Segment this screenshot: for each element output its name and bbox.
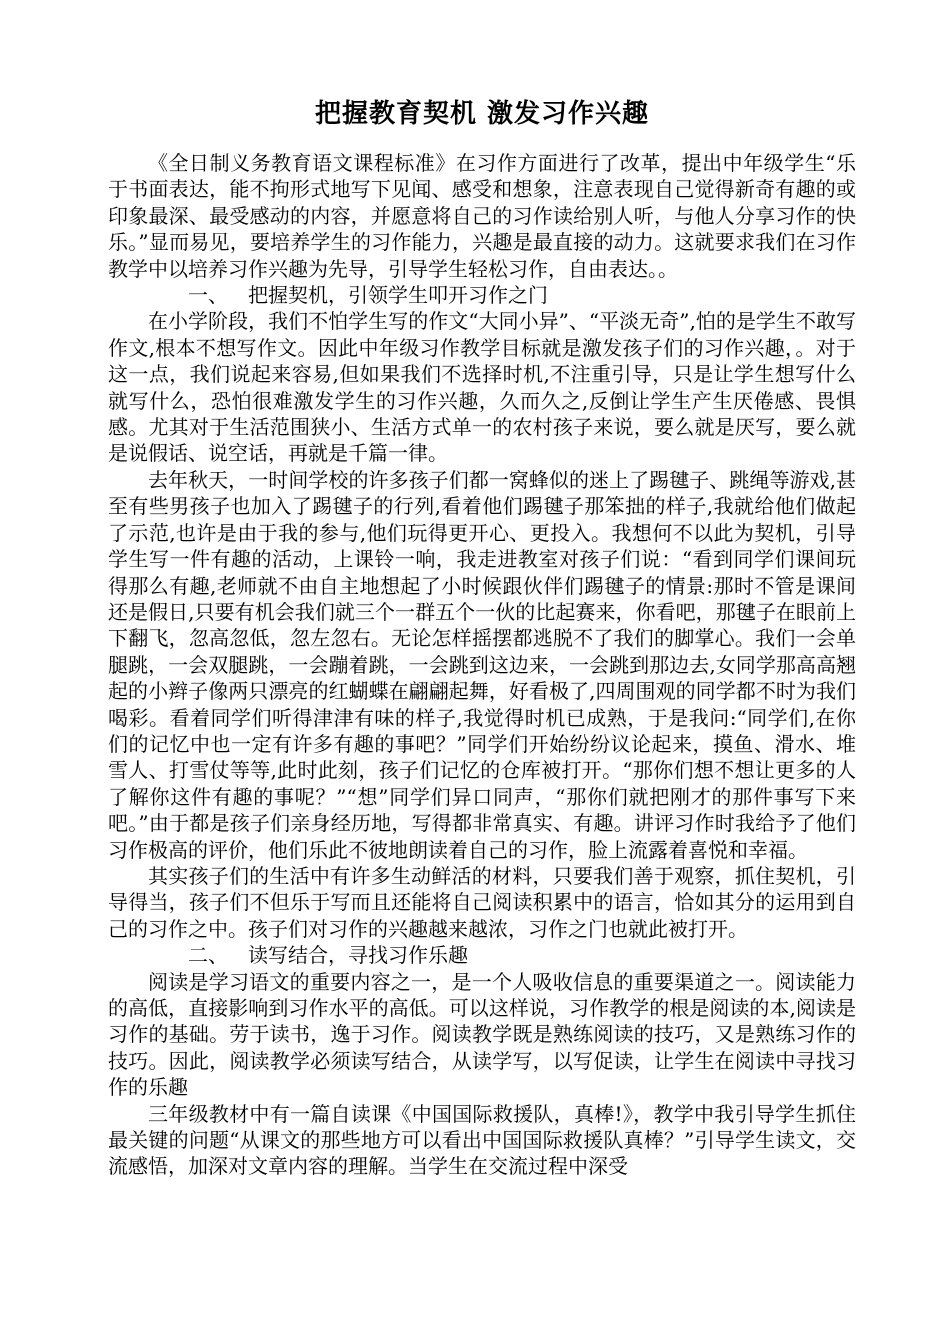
section-title-1: 把握契机，引领学生叩开习作之门 bbox=[248, 283, 548, 308]
section1-paragraph-3: 其实孩子们的生活中有许多生动鲜活的材料，只要我们善于观察，抓住契机，引导得当，孩子们不但乐于写而且还能将自己阅读积累中的语言，恰如其分的运用到自己的习作之中。孩子们对习作的兴趣越来越浓，习作之门也就此被打开。 bbox=[108, 863, 856, 941]
intro-paragraph: 《全日制义务教育语文课程标准》在习作方面进行了改革，提出中年级学生“乐于书面表达，能不拘形式地写下见闻、感受和想象，注意表现自己觉得新奇有趣的或印象最深、最受感动的内容，并愿意将自己的习作读给别人听，与他人分享习作的快乐。”显而易见，要培养学生的习作能力，兴趣是最直接的动力。这就要求我们在习作教学中以培养习作兴趣为先导，引导学生轻松习作，自由表达。。 bbox=[108, 151, 856, 281]
section2-paragraph-2: 三年级教材中有一篇自读课《中国国际救援队，真棒!》，教学中我引导学生抓住最关键的问题“从课文的那些地方可以看出中国国际救援队真棒？”引导学生读文，交流感悟，加深对文章内容的理解。当学生在交流过程中深受 bbox=[108, 1101, 856, 1179]
section1-paragraph-2: 去年秋天，一时间学校的许多孩子们都一窝蜂似的迷上了踢毽子、跳绳等游戏,甚至有些男孩子也加入了踢毽子的行列,看着他们踢毽子那笨拙的样子,我就给他们做起了示范,也许是由于我的参与,他们玩得更开心、更投入。我想何不以此为契机，引导学生写一件有趣的活动，上课铃一响，我走进教室对孩子们说：“看到同学们课间玩得那么有趣,老师就不由自主地想起了小时候跟伙伴们踢毽子的情景:那时不管是课间还是假日,只要有机会我们就三个一群五个一伙的比起赛来，你看吧，那毽子在眼前上下翻飞，忽高忽低，忽左忽右。无论怎样摇摆都逃脱不了我们的脚掌心。我们一会单腿跳，一会双腿跳，一会蹦着跳，一会跳到这边来，一会跳到那边去,女同学那高高翘起的小辫子像两只漂亮的红蝴蝶在翩翩起舞，好看极了,四周围观的同学都不时为我们喝彩。看着同学们听得津津有味的样子,我觉得时机已成熟，于是我问:“同学们,在你们的记忆中也一定有许多有趣的事吧？”同学们开始纷纷议论起来，摸鱼、滑水、堆雪人、打雪仗等等,此时此刻，孩子们记忆的仓库被打开。“那你们想不想让更多的人了解你这件有趣的事呢？”“想”同学们异口同声，“那你们就把刚才的那件事写下来吧。”由于都是孩子们亲身经历地，写得都非常真实、有趣。讲评习作时我给予了他们习作极高的评价，他们乐此不彼地朗读着自己的习作，脸上流露着喜悦和幸福。 bbox=[108, 467, 856, 862]
section-title-2: 读写结合，寻找习作乐趣 bbox=[248, 943, 468, 968]
section2-paragraph-1: 阅读是学习语文的重要内容之一，是一个人吸收信息的重要渠道之一。阅读能力的高低，直接影响到习作水平的高低。可以这样说，习作教学的根是阅读的本,阅读是习作的基础。劳于读书，逸于习作。阅读教学既是熟练阅读的技巧，又是熟练习作的技巧。因此，阅读教学必须读写结合，从读学写，以写促读，让学生在阅读中寻找习作的乐趣 bbox=[108, 969, 856, 1100]
section-number-2: 二、 bbox=[188, 943, 228, 968]
document-title: 把握教育契机 激发习作兴趣 bbox=[314, 99, 650, 129]
document-page bbox=[108, 96, 856, 1180]
section-heading-1 bbox=[108, 282, 856, 308]
section1-paragraph-1: 在小学阶段，我们不怕学生写的作文“大同小异”、“平淡无奇”,怕的是学生不敢写作文,根本不想写作文。因此中年级习作教学目标就是激发孩子们的习作兴趣，。对于这一点，我们说起来容易,但如果我们不选择时机,不注重引导，只是让学生想写什么就写什么，恐怕很难激发学生的习作兴趣，久而久之,反倒让学生产生厌倦感、畏惧感。尤其对于生活范围狭小、生活方式单一的农村孩子来说，要么就是厌写，要么就是说假话、说空话，再就是千篇一律。 bbox=[108, 309, 856, 466]
section-number-1: 一、 bbox=[188, 283, 228, 308]
section-heading-2 bbox=[108, 942, 856, 968]
